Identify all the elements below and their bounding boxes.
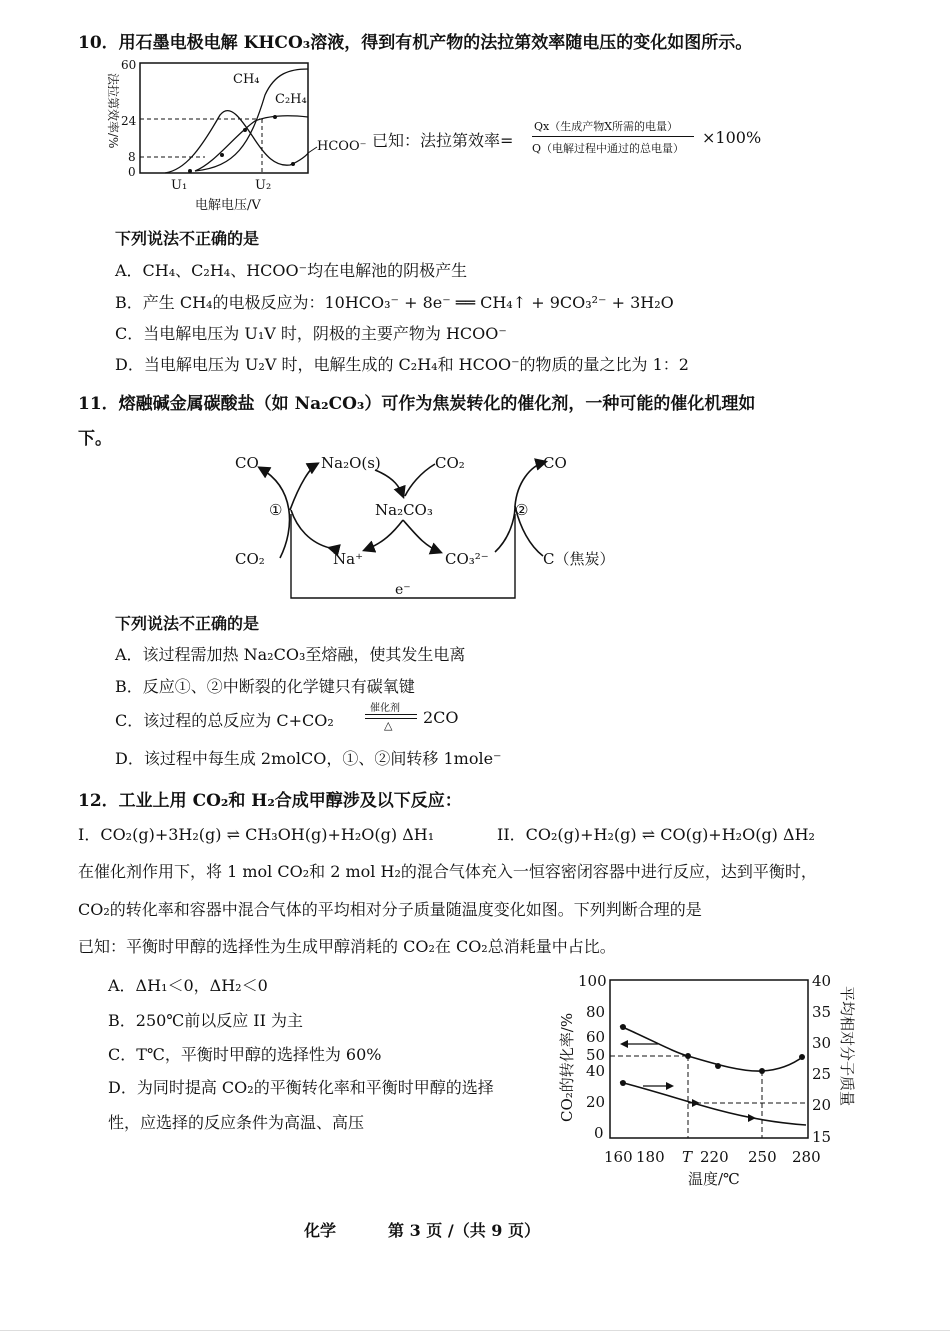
q12-line-2: CO₂的转化率和容器中混合气体的平均相对分子质量随温度变化如图。下列判断合理的是: [78, 900, 702, 919]
q10-xtick-u1: U₁: [171, 178, 188, 193]
q12-yright-20: 20: [812, 1096, 832, 1114]
footer-subject: 化学: [304, 1221, 337, 1240]
q10-ytick-60: 60: [121, 58, 137, 72]
q12-curve-mass: [620, 1026, 804, 1071]
q11-na2o: Na₂O(s): [321, 454, 381, 472]
q10-formula-numerator: Qx（生成产物X所需的电量）: [534, 120, 679, 133]
q12-option-a: A．ΔH₁＜0，ΔH₂＜0: [108, 976, 268, 995]
q10-ylabel: 法拉第效率/%: [106, 73, 120, 149]
q12-yright-30: 30: [812, 1034, 832, 1052]
page-bottom-edge: [0, 1330, 950, 1331]
q10-faraday-chart: [95, 55, 365, 215]
q11-option-d: D．该过程中每生成 2molCO，①、②间转移 1mole⁻: [115, 749, 502, 768]
q10-xlabel: 电解电压/V: [195, 198, 261, 213]
q11-option-c: C．该过程的总反应为 C+CO₂: [115, 711, 334, 730]
q11-option-a: A．该过程需加热 Na₂CO₃至熔融，使其发生电离: [115, 645, 466, 664]
q10-stem: 10．用石墨电极电解 KHCO₃溶液，得到有机产物的法拉第效率随电压的变化如图所示。: [78, 33, 753, 53]
footer-page: 第 3 页 /（共 9 页）: [388, 1221, 540, 1240]
q10-formula-known: 已知：法拉第效率=: [372, 131, 514, 150]
q10-ytick-24: 24: [121, 114, 137, 128]
q12-plot-frame: [610, 980, 808, 1138]
q10-xtick-u2: U₂: [255, 178, 272, 193]
q12-yright-35: 35: [812, 1003, 832, 1021]
q12-yleft-80: 80: [586, 1003, 606, 1021]
q10-fraction-bar: [532, 136, 694, 137]
q11-prompt: 下列说法不正确的是: [115, 614, 260, 633]
q11-option-c-product: 2CO: [423, 708, 459, 727]
q11-mechanism-diagram: [225, 448, 625, 608]
q11-co3: CO₃²⁻: [445, 550, 489, 568]
q12-yleft-100: 100: [578, 972, 607, 990]
q12-yright-25: 25: [812, 1065, 832, 1083]
q12-ylabel-left: CO₂的转化率/%: [558, 1012, 576, 1122]
q12-option-d-cont: 性，应选择的反应条件为高温、高压: [108, 1113, 365, 1132]
q12-yleft-0: 0: [594, 1124, 604, 1142]
q10-option-c: C．当电解电压为 U₁V 时，阴极的主要产物为 HCOO⁻: [115, 324, 507, 343]
q11-circle-1: ①: [269, 501, 283, 519]
q11-co-left: CO: [235, 454, 259, 472]
q11-option-c-catalyst: 催化剂: [370, 703, 400, 714]
q10-plot-frame: [140, 63, 308, 173]
q12-xtick-250: 250: [748, 1148, 777, 1166]
q12-xlabel: 温度/℃: [688, 1170, 740, 1188]
q11-option-c-heat: △: [384, 719, 393, 732]
q11-carbon: C（焦炭）: [543, 550, 615, 568]
q12-yleft-40: 40: [586, 1062, 606, 1080]
q12-yleft-20: 20: [586, 1093, 606, 1111]
q12-xtick-280: 280: [792, 1148, 821, 1166]
q12-xtick-160: 160: [604, 1148, 633, 1166]
q12-chart: [548, 962, 856, 1192]
q10-option-d: D．当电解电压为 U₂V 时，电解生成的 C₂H₄和 HCOO⁻的物质的量之比为 1：2: [115, 355, 689, 374]
q12-yleft-60: 60: [586, 1028, 606, 1046]
q11-stem-line1: 11．熔融碱金属碳酸盐（如 Na₂CO₃）可作为焦炭转化的催化剂，一种可能的催化机理如: [78, 394, 756, 414]
q10-formula-denominator: Q（电解过程中通过的总电量）: [532, 142, 685, 155]
q12-ylabel-right: 平均相对分子质量: [838, 986, 856, 1107]
q11-stem-line2: 下。: [78, 429, 112, 449]
q10-option-b: B．产生 CH₄的电极反应为：10HCO₃⁻ + 8e⁻ ══ CH₄↑ + 9CO₃²⁻ + 3H₂O: [115, 293, 674, 312]
q10-ytick-8: 8: [128, 150, 136, 164]
q11-co-right: CO: [543, 454, 567, 472]
q10-ytick-0: 0: [128, 165, 136, 179]
q12-yleft-50: 50: [586, 1046, 606, 1064]
q12-option-d: D．为同时提高 CO₂的平衡转化率和平衡时甲醇的选择: [108, 1078, 494, 1097]
q10-formula-tail: ×100%: [702, 128, 762, 147]
q12-line-1: 在催化剂作用下，将 1 mol CO₂和 2 mol H₂的混合气体充入一恒容密闭容器中进行反应，达到平衡时，: [78, 862, 817, 881]
q11-electron: e⁻: [395, 582, 411, 598]
q12-line-3: 已知：平衡时甲醇的选择性为生成甲醇消耗的 CO₂在 CO₂总消耗量中占比。: [78, 937, 616, 956]
q12-xtick-220: 220: [700, 1148, 729, 1166]
q12-stem: 12．工业上用 CO₂和 H₂合成甲醇涉及以下反应：: [78, 791, 462, 811]
q12-reaction-2: II．CO₂(g)+H₂(g) ⇌ CO(g)+H₂O(g) ΔH₂: [497, 825, 815, 844]
q12-reaction-1: I．CO₂(g)+3H₂(g) ⇌ CH₃OH(g)+H₂O(g) ΔH₁: [78, 825, 435, 844]
q12-yright-40: 40: [812, 972, 832, 990]
q12-option-b: B．250℃前以反应 II 为主: [108, 1011, 304, 1030]
q11-option-b: B．反应①、②中断裂的化学键只有碳氧键: [115, 677, 415, 696]
q11-co2-left: CO₂: [235, 550, 265, 568]
q11-co2-top: CO₂: [435, 454, 465, 472]
q11-circle-2: ②: [515, 501, 529, 519]
q10-label-hcoo: HCOO⁻: [317, 139, 367, 154]
q10-prompt: 下列说法不正确的是: [115, 229, 260, 248]
q10-option-a: A．CH₄、C₂H₄、HCOO⁻均在电解池的阴极产生: [115, 261, 468, 280]
q10-curve-hcoo: [165, 111, 308, 173]
q12-yright-15: 15: [812, 1128, 832, 1146]
q10-curve-c2h4: [195, 116, 308, 171]
q10-label-c2h4: C₂H₄: [275, 92, 307, 107]
q11-na-plus: Na⁺: [333, 550, 363, 568]
q10-label-ch4: CH₄: [233, 72, 260, 87]
q12-xtick-180: 180: [636, 1148, 665, 1166]
q12-option-c: C．T℃，平衡时甲醇的选择性为 60%: [108, 1045, 382, 1064]
q11-na2co3: Na₂CO₃: [375, 501, 433, 519]
q12-xtick-t: T: [682, 1148, 693, 1166]
q11-option-c-bar-top: [365, 714, 417, 715]
